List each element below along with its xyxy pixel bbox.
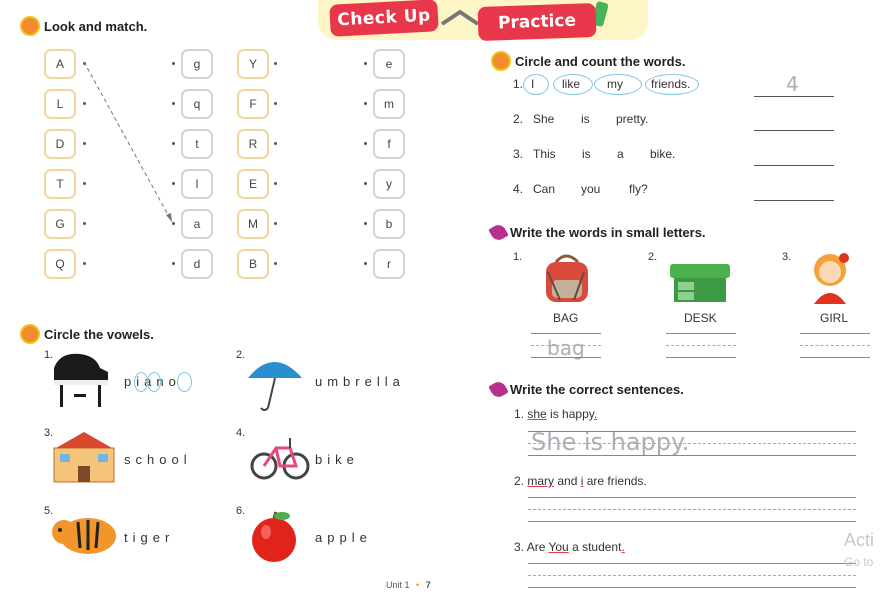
writing-line[interactable] — [528, 587, 856, 588]
caps-word: GIRL — [820, 311, 849, 325]
section-badge-icon — [20, 16, 40, 36]
writing-line[interactable] — [800, 345, 870, 346]
match-dot[interactable] — [364, 142, 367, 145]
writing-line[interactable] — [531, 357, 601, 358]
item-number: 3. — [782, 251, 792, 263]
pencil-icon — [488, 222, 508, 242]
writing-line[interactable] — [528, 563, 856, 564]
count-answer[interactable]: 4 — [786, 72, 799, 96]
match-box[interactable]: B — [237, 249, 269, 279]
match-box[interactable]: b — [373, 209, 405, 239]
item-number: 2. — [236, 349, 246, 361]
vowel-word[interactable]: umbrella — [315, 374, 405, 389]
writing-line[interactable] — [528, 455, 856, 456]
match-dot[interactable] — [364, 102, 367, 105]
match-box[interactable]: y — [373, 169, 405, 199]
count-word[interactable]: a — [617, 147, 624, 161]
count-word[interactable]: bike. — [650, 147, 676, 161]
match-box[interactable]: D — [44, 129, 76, 159]
match-box[interactable]: t — [181, 129, 213, 159]
answer-line[interactable] — [754, 96, 834, 97]
match-box[interactable]: a — [181, 209, 213, 239]
vowel-word[interactable]: tiger — [124, 530, 175, 545]
match-dot[interactable] — [274, 262, 277, 265]
arrow-icon — [440, 8, 480, 28]
match-dot[interactable] — [274, 142, 277, 145]
apple-icon — [246, 508, 302, 564]
vowel-word[interactable]: piano — [124, 374, 181, 389]
word-circle — [523, 74, 549, 95]
small-letters-answer[interactable]: bag — [547, 336, 585, 360]
match-dot[interactable] — [274, 102, 277, 105]
umbrella-icon — [244, 352, 306, 414]
writing-line[interactable] — [528, 575, 856, 576]
match-dot[interactable] — [274, 182, 277, 185]
vowel-word[interactable]: school — [124, 452, 192, 467]
count-word[interactable]: This — [533, 147, 556, 161]
practice-tab: Practice — [477, 3, 596, 41]
match-box[interactable]: M — [237, 209, 269, 239]
desk-icon — [668, 262, 732, 306]
match-box[interactable]: T — [44, 169, 76, 199]
vowel-word[interactable]: apple — [315, 530, 372, 545]
count-word[interactable]: Can — [533, 182, 556, 196]
vowel-word[interactable]: bike — [315, 452, 359, 467]
section-badge-icon — [491, 51, 511, 71]
count-word[interactable]: I — [531, 77, 535, 91]
answer-line[interactable] — [754, 200, 834, 201]
caps-word: BAG — [553, 311, 579, 325]
vowel-circle — [147, 372, 161, 392]
small-letters-title: Write the words in small letters. — [491, 225, 706, 240]
match-box[interactable]: Q — [44, 249, 76, 279]
count-word[interactable]: like — [562, 77, 581, 91]
match-box[interactable]: G — [44, 209, 76, 239]
count-word[interactable]: pretty. — [616, 112, 649, 126]
item-number: 1. — [44, 349, 54, 361]
sentence-item: 2. mary and i are friends. — [514, 474, 647, 488]
writing-line[interactable] — [666, 345, 736, 346]
match-box[interactable]: F — [237, 89, 269, 119]
writing-line[interactable] — [666, 333, 736, 334]
match-dot[interactable] — [172, 262, 175, 265]
match-box[interactable]: g — [181, 49, 213, 79]
vowels-title: Circle the vowels. — [20, 324, 154, 344]
writing-line[interactable] — [528, 443, 856, 444]
writing-line[interactable] — [531, 345, 601, 346]
match-dot[interactable] — [364, 62, 367, 65]
item-number: 2. — [648, 251, 658, 263]
writing-line[interactable] — [528, 521, 856, 522]
writing-line[interactable] — [531, 333, 601, 334]
sentences-title: Write the correct sentences. — [491, 382, 684, 397]
writing-line[interactable] — [528, 497, 856, 498]
girl-icon — [800, 250, 858, 306]
tiger-icon — [50, 508, 118, 564]
writing-line[interactable] — [528, 431, 856, 432]
writing-line[interactable] — [528, 509, 856, 510]
section-badge-icon — [20, 324, 40, 344]
item-number: 2. — [513, 112, 524, 126]
match-box[interactable]: m — [373, 89, 405, 119]
item-number: 6. — [236, 505, 246, 517]
answer-line[interactable] — [754, 165, 834, 166]
circle-count-title: Circle and count the words. — [491, 51, 685, 71]
pencil-icon — [488, 379, 508, 399]
match-box[interactable]: q — [181, 89, 213, 119]
item-number: 4. — [513, 182, 524, 196]
match-box[interactable]: Y — [237, 49, 269, 79]
look-match-title: Look and match. — [20, 16, 147, 36]
match-box[interactable]: A — [44, 49, 76, 79]
match-dot[interactable] — [364, 182, 367, 185]
match-box[interactable]: l — [181, 169, 213, 199]
page-footer: Unit 1 • 7 — [386, 580, 431, 590]
sentence-answer[interactable]: She is happy. — [531, 428, 690, 456]
example-match-line — [80, 58, 180, 228]
match-dot[interactable] — [274, 62, 277, 65]
match-dot[interactable] — [274, 222, 277, 225]
bag-icon — [538, 252, 596, 306]
vowel-circle — [177, 372, 192, 392]
count-word[interactable]: friends. — [651, 77, 691, 91]
match-dot[interactable] — [83, 262, 86, 265]
check-up-tab: Check Up — [329, 0, 439, 37]
count-word[interactable]: my — [607, 77, 623, 91]
sentence-item: 3. Are You a student. — [514, 540, 625, 554]
item-number: 1. — [513, 77, 524, 91]
count-word[interactable]: is — [582, 147, 591, 161]
answer-line[interactable] — [754, 130, 834, 131]
match-box[interactable]: e — [373, 49, 405, 79]
count-word[interactable]: you — [581, 182, 601, 196]
activation-watermark: Acti — [844, 530, 875, 550]
item-number: 1. — [513, 251, 523, 263]
item-number: 3. — [44, 427, 54, 439]
school-icon — [50, 430, 118, 484]
bike-icon — [250, 432, 310, 484]
match-box[interactable]: f — [373, 129, 405, 159]
piano-icon — [50, 350, 112, 412]
item-number: 4. — [236, 427, 246, 439]
match-box[interactable]: r — [373, 249, 405, 279]
activation-watermark-sub: Go to — [844, 555, 874, 569]
match-dot[interactable] — [364, 262, 367, 265]
match-dot[interactable] — [364, 222, 367, 225]
match-box[interactable]: d — [181, 249, 213, 279]
word-circle — [553, 74, 593, 95]
match-box[interactable]: L — [44, 89, 76, 119]
match-box[interactable]: R — [237, 129, 269, 159]
word-circle — [594, 74, 642, 95]
count-word[interactable]: She — [533, 112, 555, 126]
count-word[interactable]: is — [581, 112, 590, 126]
count-word[interactable]: fly? — [629, 182, 648, 196]
writing-line[interactable] — [800, 357, 870, 358]
vowel-circle — [134, 372, 148, 392]
word-circle — [645, 74, 699, 95]
writing-line[interactable] — [666, 357, 736, 358]
item-number: 5. — [44, 505, 54, 517]
item-number: 3. — [513, 147, 524, 161]
match-box[interactable]: E — [237, 169, 269, 199]
sentence-item: 1. she is happy. — [514, 407, 598, 421]
writing-line[interactable] — [800, 333, 870, 334]
caps-word: DESK — [684, 311, 717, 325]
